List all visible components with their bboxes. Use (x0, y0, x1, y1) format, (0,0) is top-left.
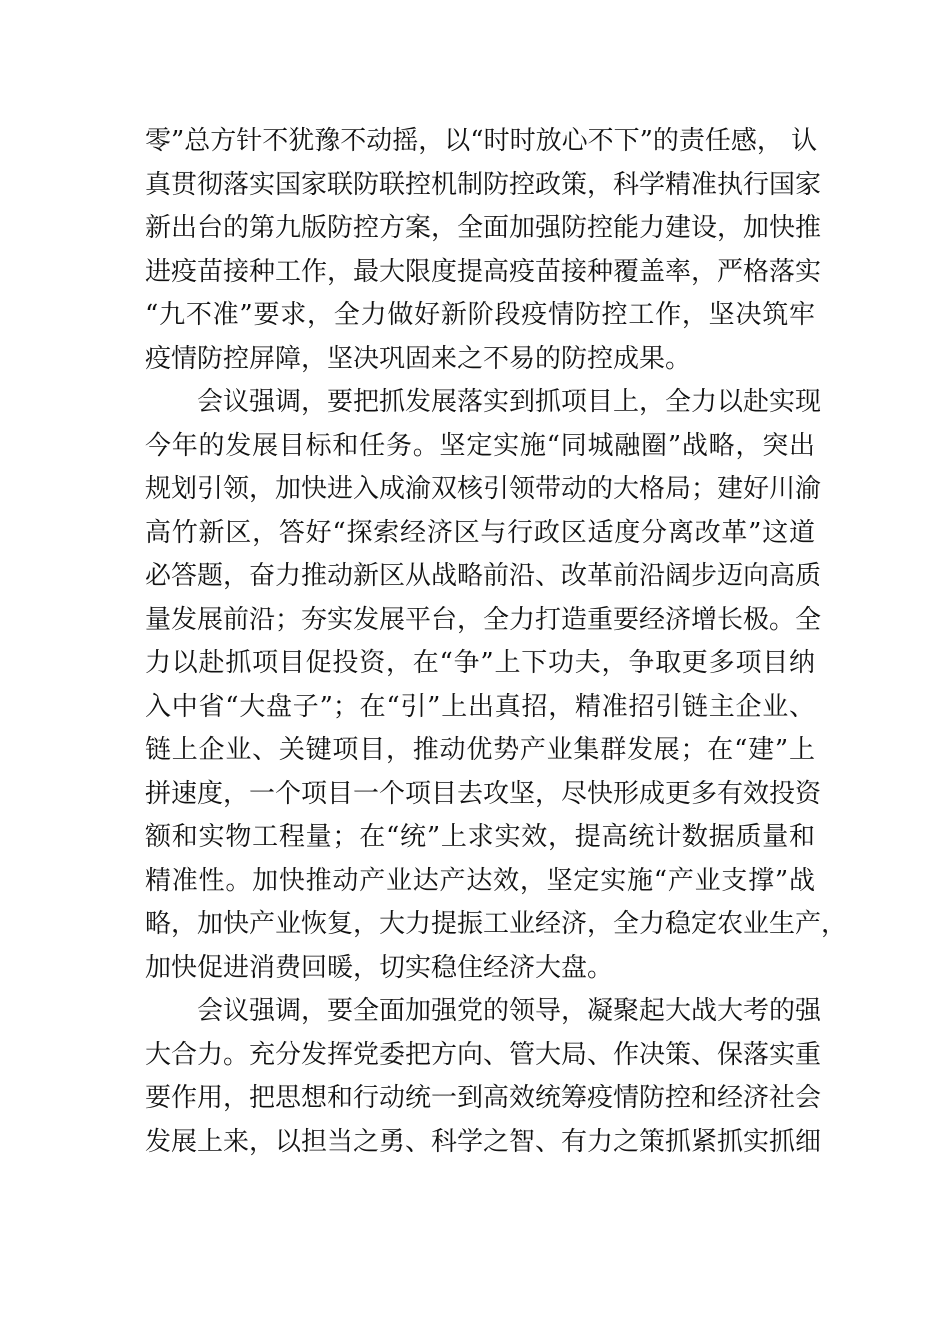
text-line: 力以赴抓项目促投资，在“争”上下功夫，争取更多项目纳 (145, 648, 815, 678)
text-line: 额和实物工程量；在“统”上求实效，提高统计数据质量和 (145, 822, 815, 852)
document-body (145, 120, 848, 1164)
text-line: 新出台的第九版防控方案，全面加强防控能力建设，加快推 (145, 213, 822, 243)
text-line: 进疫苗接种工作，最大限度提高疫苗接种覆盖率，严格落实 (145, 256, 822, 287)
text-line: 发展上来，以担当之勇、科学之智、有力之策抓紧抓实抓细 (145, 1126, 822, 1157)
text-line: 规划引领，加快进入成渝双核引领带动的大格局；建好川渝 (145, 474, 822, 504)
text-line: 链上企业、关键项目，推动优势产业集群发展；在“建”上 (145, 735, 815, 765)
text-line: 会议强调，要全面加强党的领导，凝聚起大战大考的强 (197, 996, 822, 1026)
text-line: 量发展前沿；夯实发展平台，全力打造重要经济增长极。全 (145, 604, 822, 635)
text-line: 入中省“大盘子”；在“引”上出真招，精准招引链主企业、 (145, 691, 815, 722)
text-line: 会议强调，要把抓发展落实到抓项目上，全力以赴实现 (197, 387, 822, 417)
text-line: 拼速度，一个项目一个项目去攻坚，尽快形成更多有效投资 (145, 778, 822, 809)
text-line: “九不准”要求，全力做好新阶段疫情防控工作，坚决筑牢 (145, 300, 815, 330)
text-line: 必答题，奋力推动新区从战略前沿、改革前沿阔步迈向高质 (145, 561, 822, 591)
text-line: 疫情防控屏障，坚决巩固来之不易的防控成果。 (145, 343, 692, 374)
text-line: 精准性。加快推动产业达产达效，坚定实施“产业支撑”战 (145, 865, 815, 896)
text-line: 大合力。充分发挥党委把方向、管大局、作决策、保落实重 (145, 1039, 822, 1070)
text-line: 真贯彻落实国家联防联控机制防控政策，科学精准执行国家 (145, 169, 822, 200)
text-line: 加快促进消费回暖，切实稳住经济大盘。 (145, 952, 614, 983)
text-line: 略，加快产业恢复，大力提振工业经济，全力稳定农业生产， (145, 909, 848, 939)
text-line: 高竹新区，答好“探索经济区与行政区适度分离改革”这道 (145, 517, 815, 548)
text-line: 今年的发展目标和任务。坚定实施“同城融圈”战略，突出 (145, 430, 815, 461)
text-line: 要作用，把思想和行动统一到高效统筹疫情防控和经济社会 (145, 1083, 822, 1113)
text-line: 零”总方针不犹豫不动摇，以“时时放心不下”的责任感， 认 (145, 126, 818, 156)
